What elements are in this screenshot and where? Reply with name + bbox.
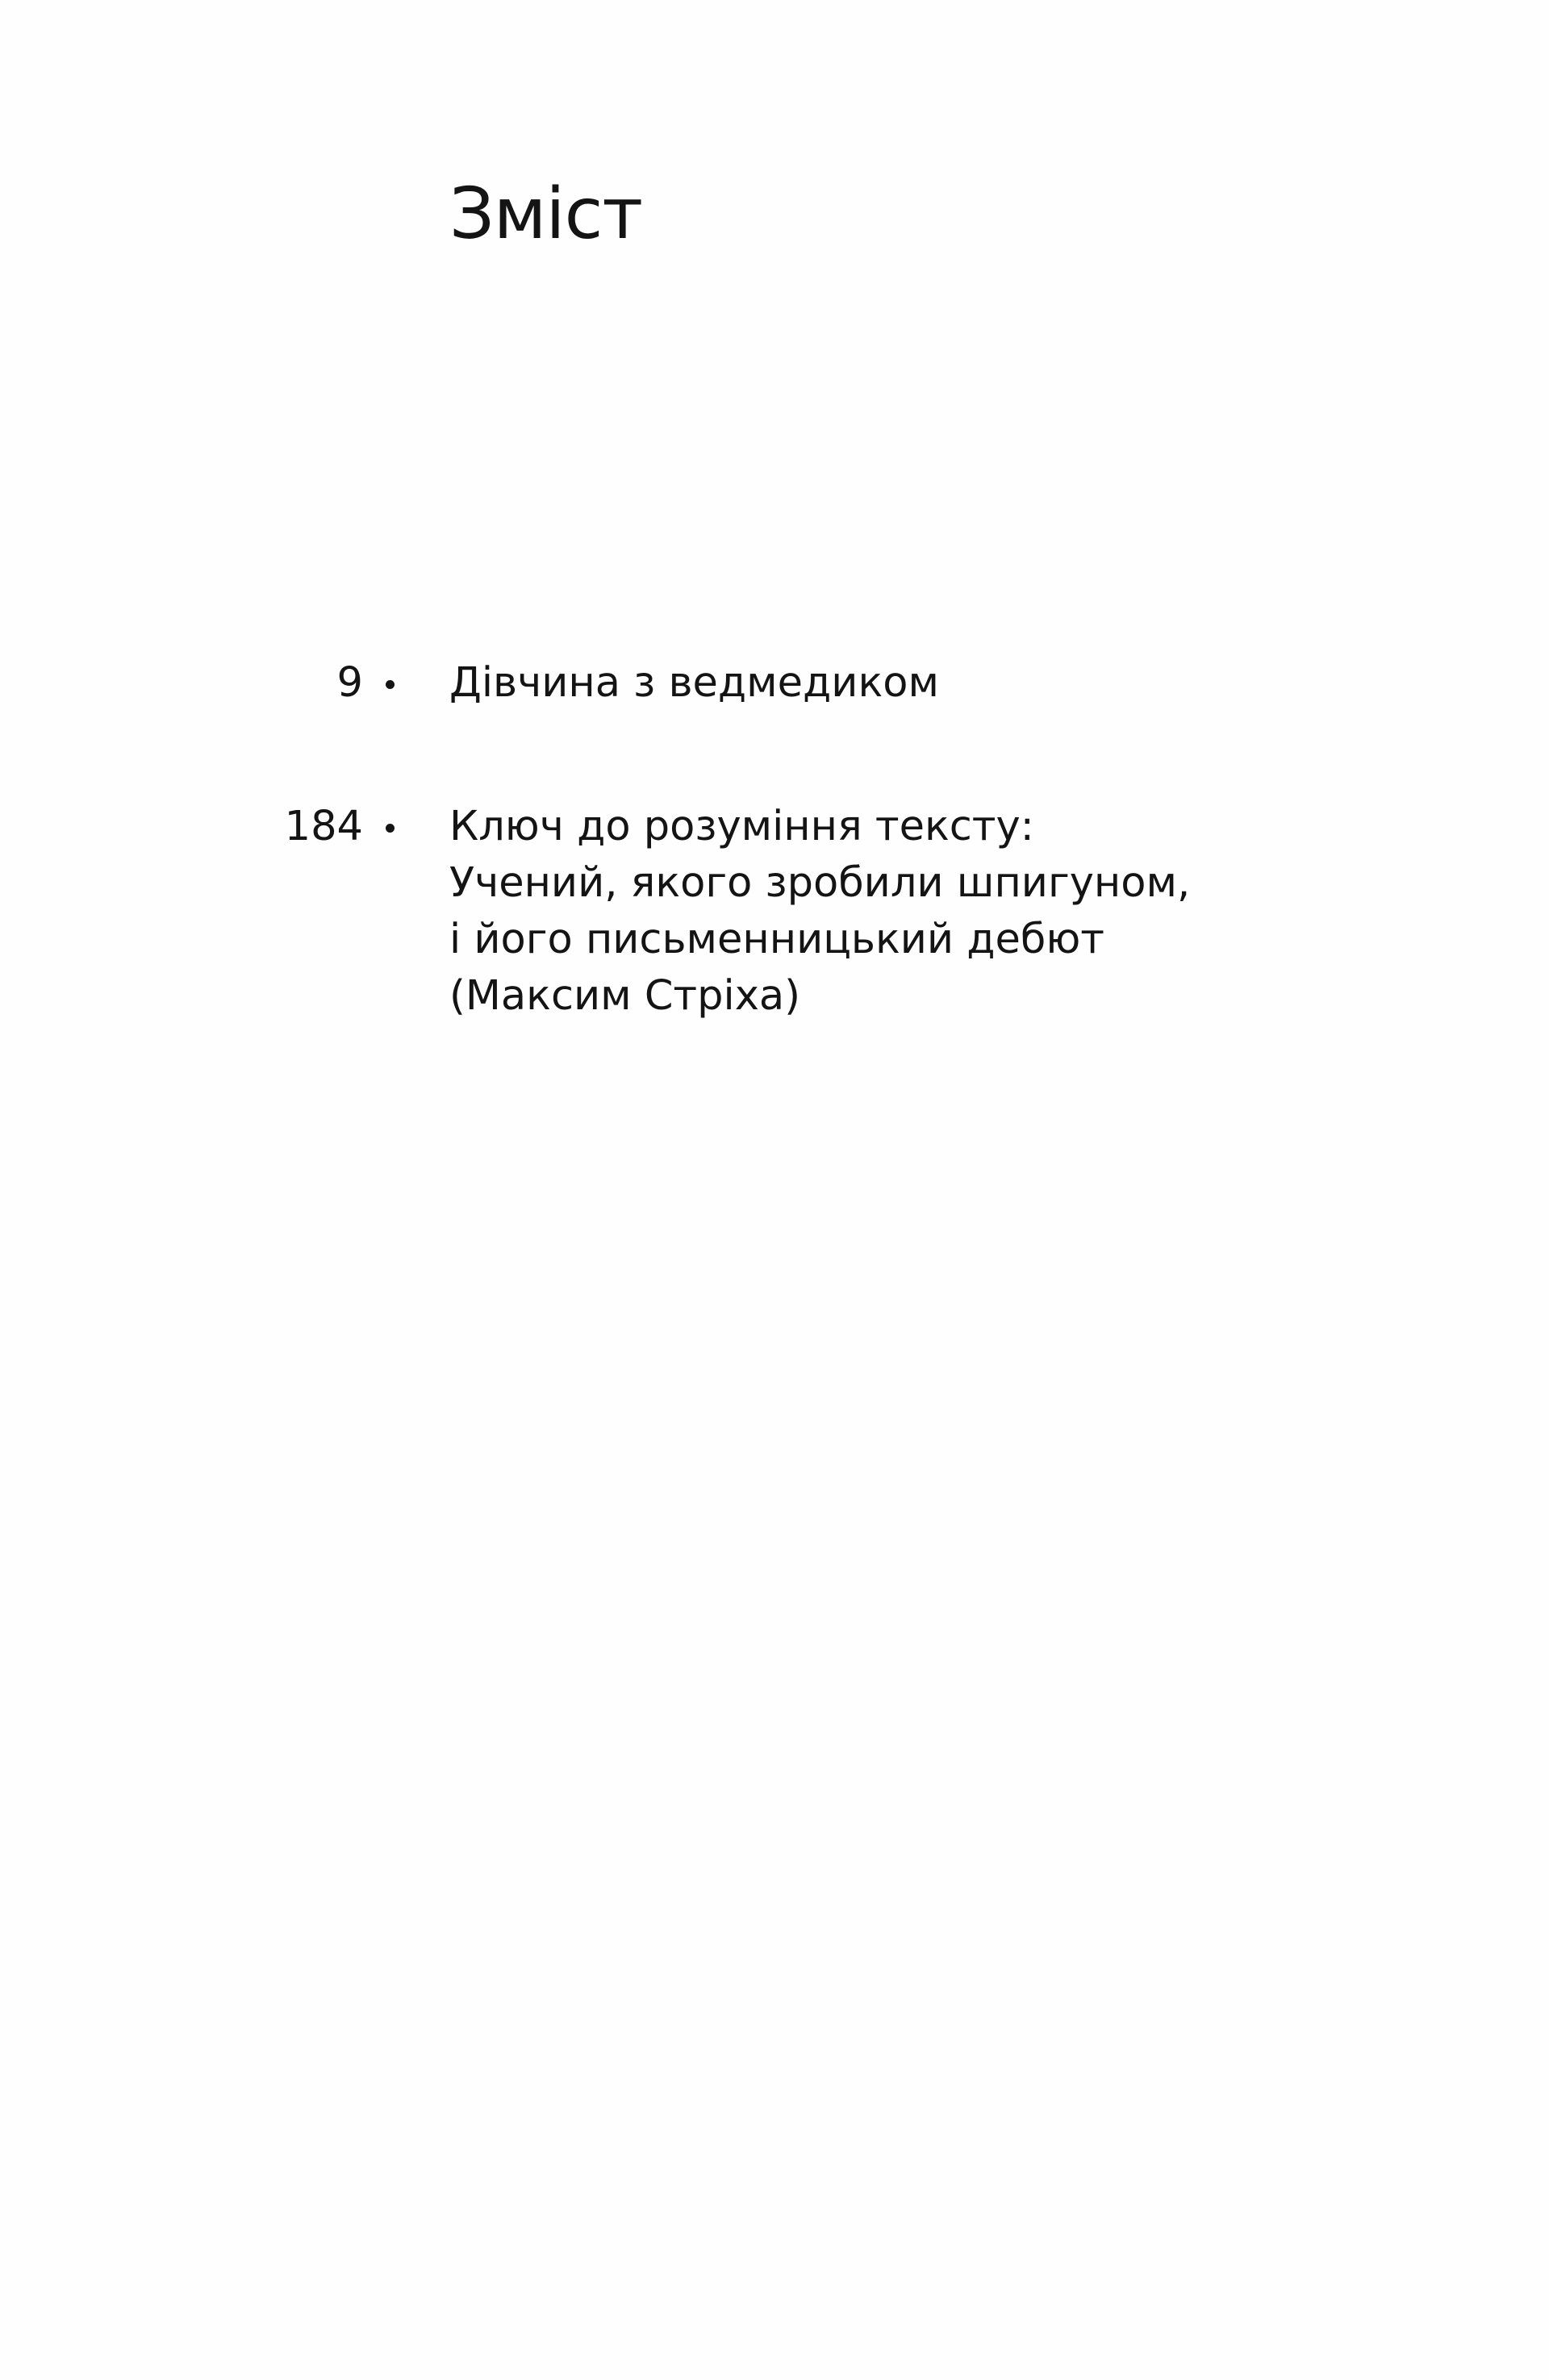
toc-entry-line: і його письменницький дебют	[449, 916, 1105, 963]
toc-entry-line: Ключ до розуміння тексту:	[449, 803, 1034, 850]
toc-entry-line: Дівчина з ведмедиком	[449, 659, 939, 707]
toc-entry-title	[449, 655, 1256, 712]
toc-page-number: 9	[336, 659, 363, 707]
bullet-icon	[386, 824, 395, 833]
bullet-icon	[386, 680, 395, 689]
page-title: Зміст	[449, 173, 643, 255]
toc-page-number: 184	[284, 803, 363, 850]
toc-entry-title	[449, 799, 1256, 1025]
toc-entry-line: Учений, якого зробили шпигуном,	[449, 859, 1191, 907]
toc-entry-line: (Максим Стріха)	[449, 972, 801, 1020]
